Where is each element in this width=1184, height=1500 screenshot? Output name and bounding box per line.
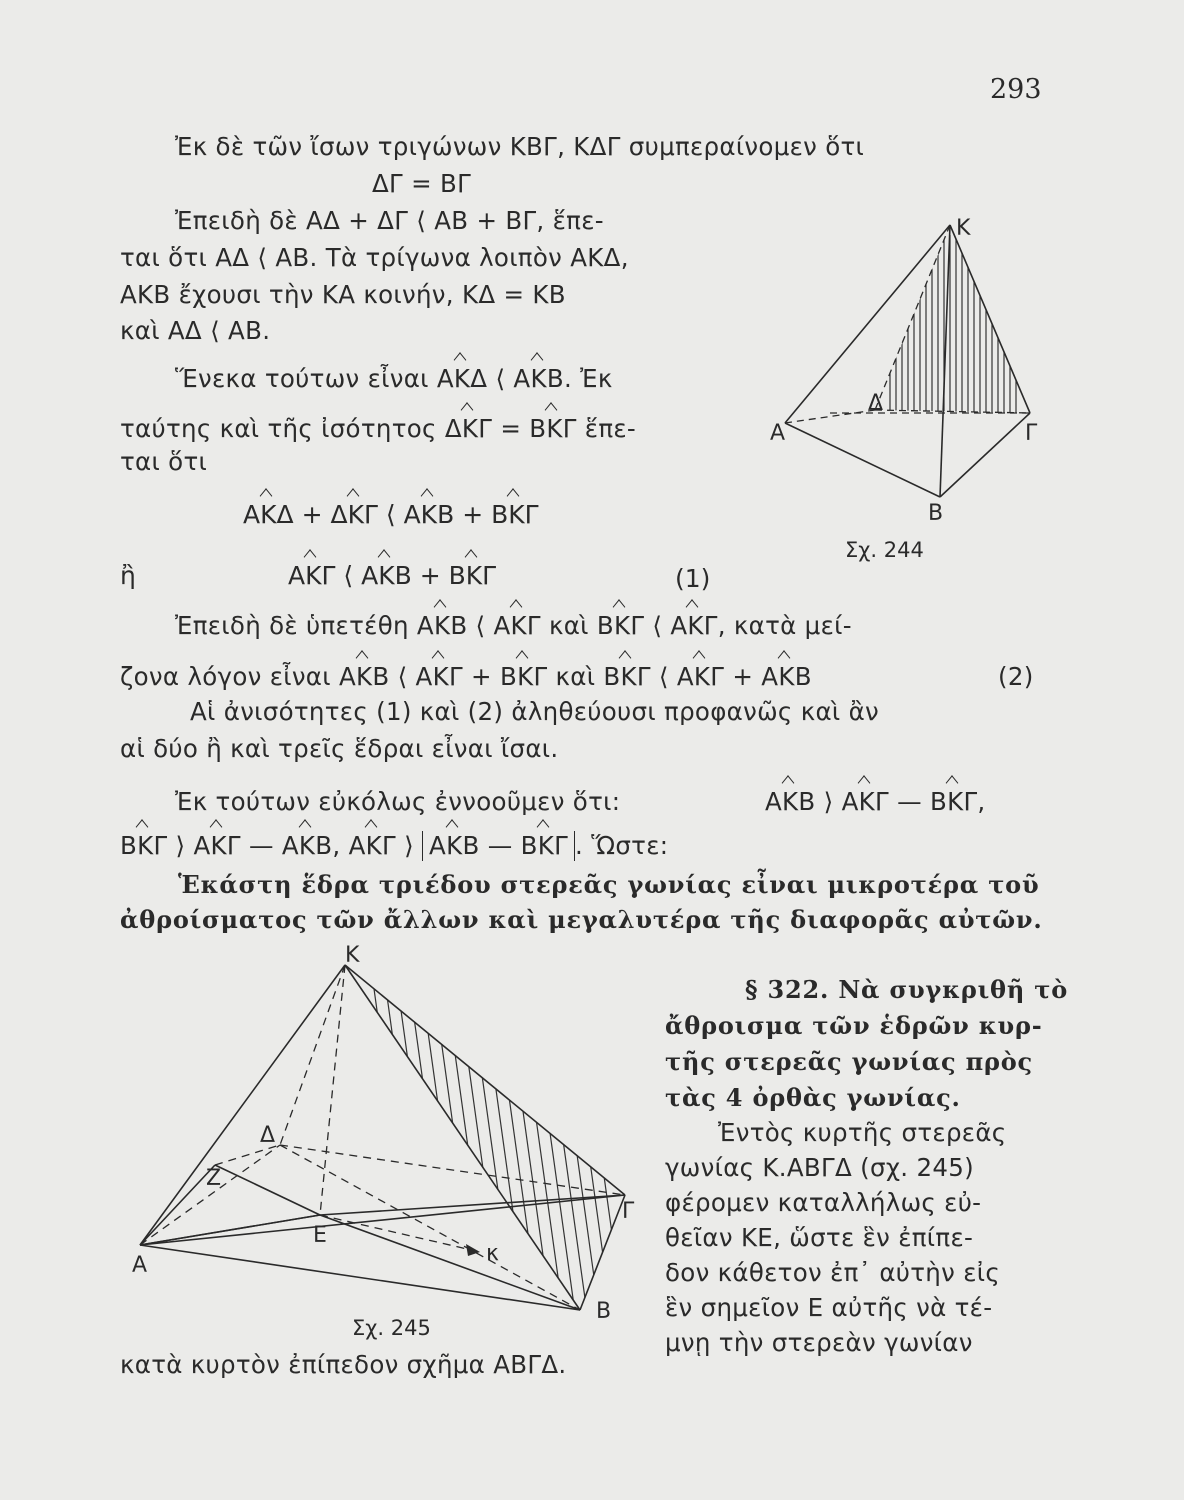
label-D: Δ (868, 391, 884, 416)
text-line: Ἐκ τούτων εὐκόλως ἐννοοῦμεν ὅτι: (175, 787, 621, 816)
figure-245 (120, 940, 640, 1340)
angle-symbol: ΑΚΒ (513, 364, 564, 393)
label-D: Δ (260, 1123, 276, 1148)
section-heading: τῆς στερεᾶς γωνίας πρὸς (665, 1047, 1033, 1076)
label-Z: Ζ (206, 1166, 222, 1191)
label-G: Γ (1025, 421, 1038, 446)
text-line: φέρομεν καταλλήλως εὐ- (665, 1188, 982, 1217)
text-line: ται ὅτι (120, 447, 208, 476)
text-line: ΒΚΓ ⟩ ΑΚΓ — ΑΚΒ, ΑΚΓ ⟩ ΑΚΒ — ΒΚΓ . Ὥστε: (120, 831, 669, 860)
theorem-line: Ἑκάστη ἕδρα τριέδου στερεᾶς γωνίας εἶναι μικροτέρα τοῦ (178, 870, 1040, 899)
theorem-line: ἀθροίσματος τῶν ἄλλων καὶ μεγαλυτέρα τῆς διαφορᾶς αὐτῶν. (120, 905, 1043, 934)
inequality-line: ΑΚΔ + ΔΚΓ ⟨ ΑΚΒ + ΒΚΓ (243, 500, 539, 529)
figure-244 (760, 205, 1060, 565)
text-line: Αἱ ἀνισότητες (1) καὶ (2) ἀληθεύουσι προφανῶς καὶ ἂν (190, 697, 880, 726)
label-B: Β (596, 1299, 612, 1324)
text-line: ἓν σημεῖον Ε αὐτῆς νὰ τέ- (665, 1293, 993, 1322)
figure-caption: Σχ. 244 (845, 538, 924, 562)
section-heading: § 322. Νὰ συγκριθῆ τὸ (745, 975, 1068, 1004)
figure-caption: Σχ. 245 (352, 1316, 431, 1340)
text-line: Ἕνεκα τούτων εἶναι ΑΚΔ ⟨ ΑΚΒ. Ἐκ (175, 364, 613, 393)
text-line: ται ὅτι ΑΔ ⟨ ΑΒ. Τὰ τρίγωνα λοιπὸν ΑΚΔ, (120, 243, 629, 272)
text-line: ΑΚΒ ἔχουσι τὴν ΚΑ κοινήν, ΚΔ = ΚΒ (120, 280, 566, 309)
text-line: ταύτης καὶ τῆς ἰσότητος ΔΚΓ = ΒΚΓ ἕπε- (120, 414, 637, 443)
label-A: Α (770, 421, 786, 446)
text-line: θεῖαν ΚΕ, ὥστε ἓν ἐπίπε- (665, 1223, 974, 1252)
page-number: 293 (990, 74, 1042, 105)
angle-symbol: ΒΚΓ (529, 414, 577, 443)
label-G: Γ (622, 1199, 635, 1224)
text-line: μνῃ τὴν στερεὰν γωνίαν (665, 1328, 973, 1357)
label-k: κ (486, 1241, 499, 1266)
label-A: Α (132, 1253, 148, 1278)
text-line: Ἐπειδὴ δὲ ὑπετέθη ΑΚΒ ⟨ ΑΚΓ καὶ ΒΚΓ ⟨ ΑΚΓ, κατὰ μεί- (175, 611, 852, 640)
text-line: δον κάθετον ἐπ᾽ αὐτὴν εἰς (665, 1258, 1001, 1287)
angle-symbol: ΔΚΓ (444, 414, 493, 443)
inequality-line: ἢ (120, 561, 136, 590)
label-B: Β (928, 501, 944, 526)
text-line: Ἐντὸς κυρτῆς στερεᾶς (718, 1118, 1007, 1147)
text-line: Ἐκ δὲ τῶν ἴσων τριγώνων ΚΒΓ, ΚΔΓ συμπεραίνομεν ὅτι (175, 132, 865, 161)
text-line: γωνίας Κ.ΑΒΓΔ (σχ. 245) (665, 1153, 974, 1182)
text-line: αἱ δύο ἢ καὶ τρεῖς ἕδραι εἶναι ἴσαι. (120, 734, 559, 763)
section-heading: ἄθροισμα τῶν ἑδρῶν κυρ- (665, 1011, 1043, 1040)
text-line: ζονα λόγον εἶναι ΑΚΒ ⟨ ΑΚΓ + ΒΚΓ καὶ ΒΚΓ ⟨ ΑΚΓ + ΑΚΒ (120, 662, 812, 691)
label-K: Κ (956, 216, 971, 241)
section-heading: τὰς 4 ὀρθὰς γωνίας. (665, 1083, 961, 1112)
text-line: Ἐπειδὴ δὲ ΑΔ + ΔΓ ⟨ ΑΒ + ΒΓ, ἕπε- (175, 206, 604, 235)
text-line: ΑΚΒ ⟩ ΑΚΓ — ΒΚΓ, (765, 787, 986, 816)
label-E: Ε (313, 1223, 327, 1248)
text-line: ΔΓ = ΒΓ (372, 169, 472, 198)
inequality-line: ΑΚΓ ⟨ ΑΚΒ + ΒΚΓ (288, 561, 497, 590)
angle-symbol: ΑΚΔ (436, 364, 488, 393)
label-K: Κ (345, 943, 360, 968)
text-line: καὶ ΑΔ ⟨ ΑΒ. (120, 316, 271, 345)
equation-number: (1) (675, 564, 711, 593)
equation-number: (2) (998, 662, 1034, 691)
text-line: κατὰ κυρτὸν ἐπίπεδον σχῆμα ΑΒΓΔ. (120, 1350, 567, 1379)
absolute-value: ΑΚΒ — ΒΚΓ (422, 831, 575, 861)
